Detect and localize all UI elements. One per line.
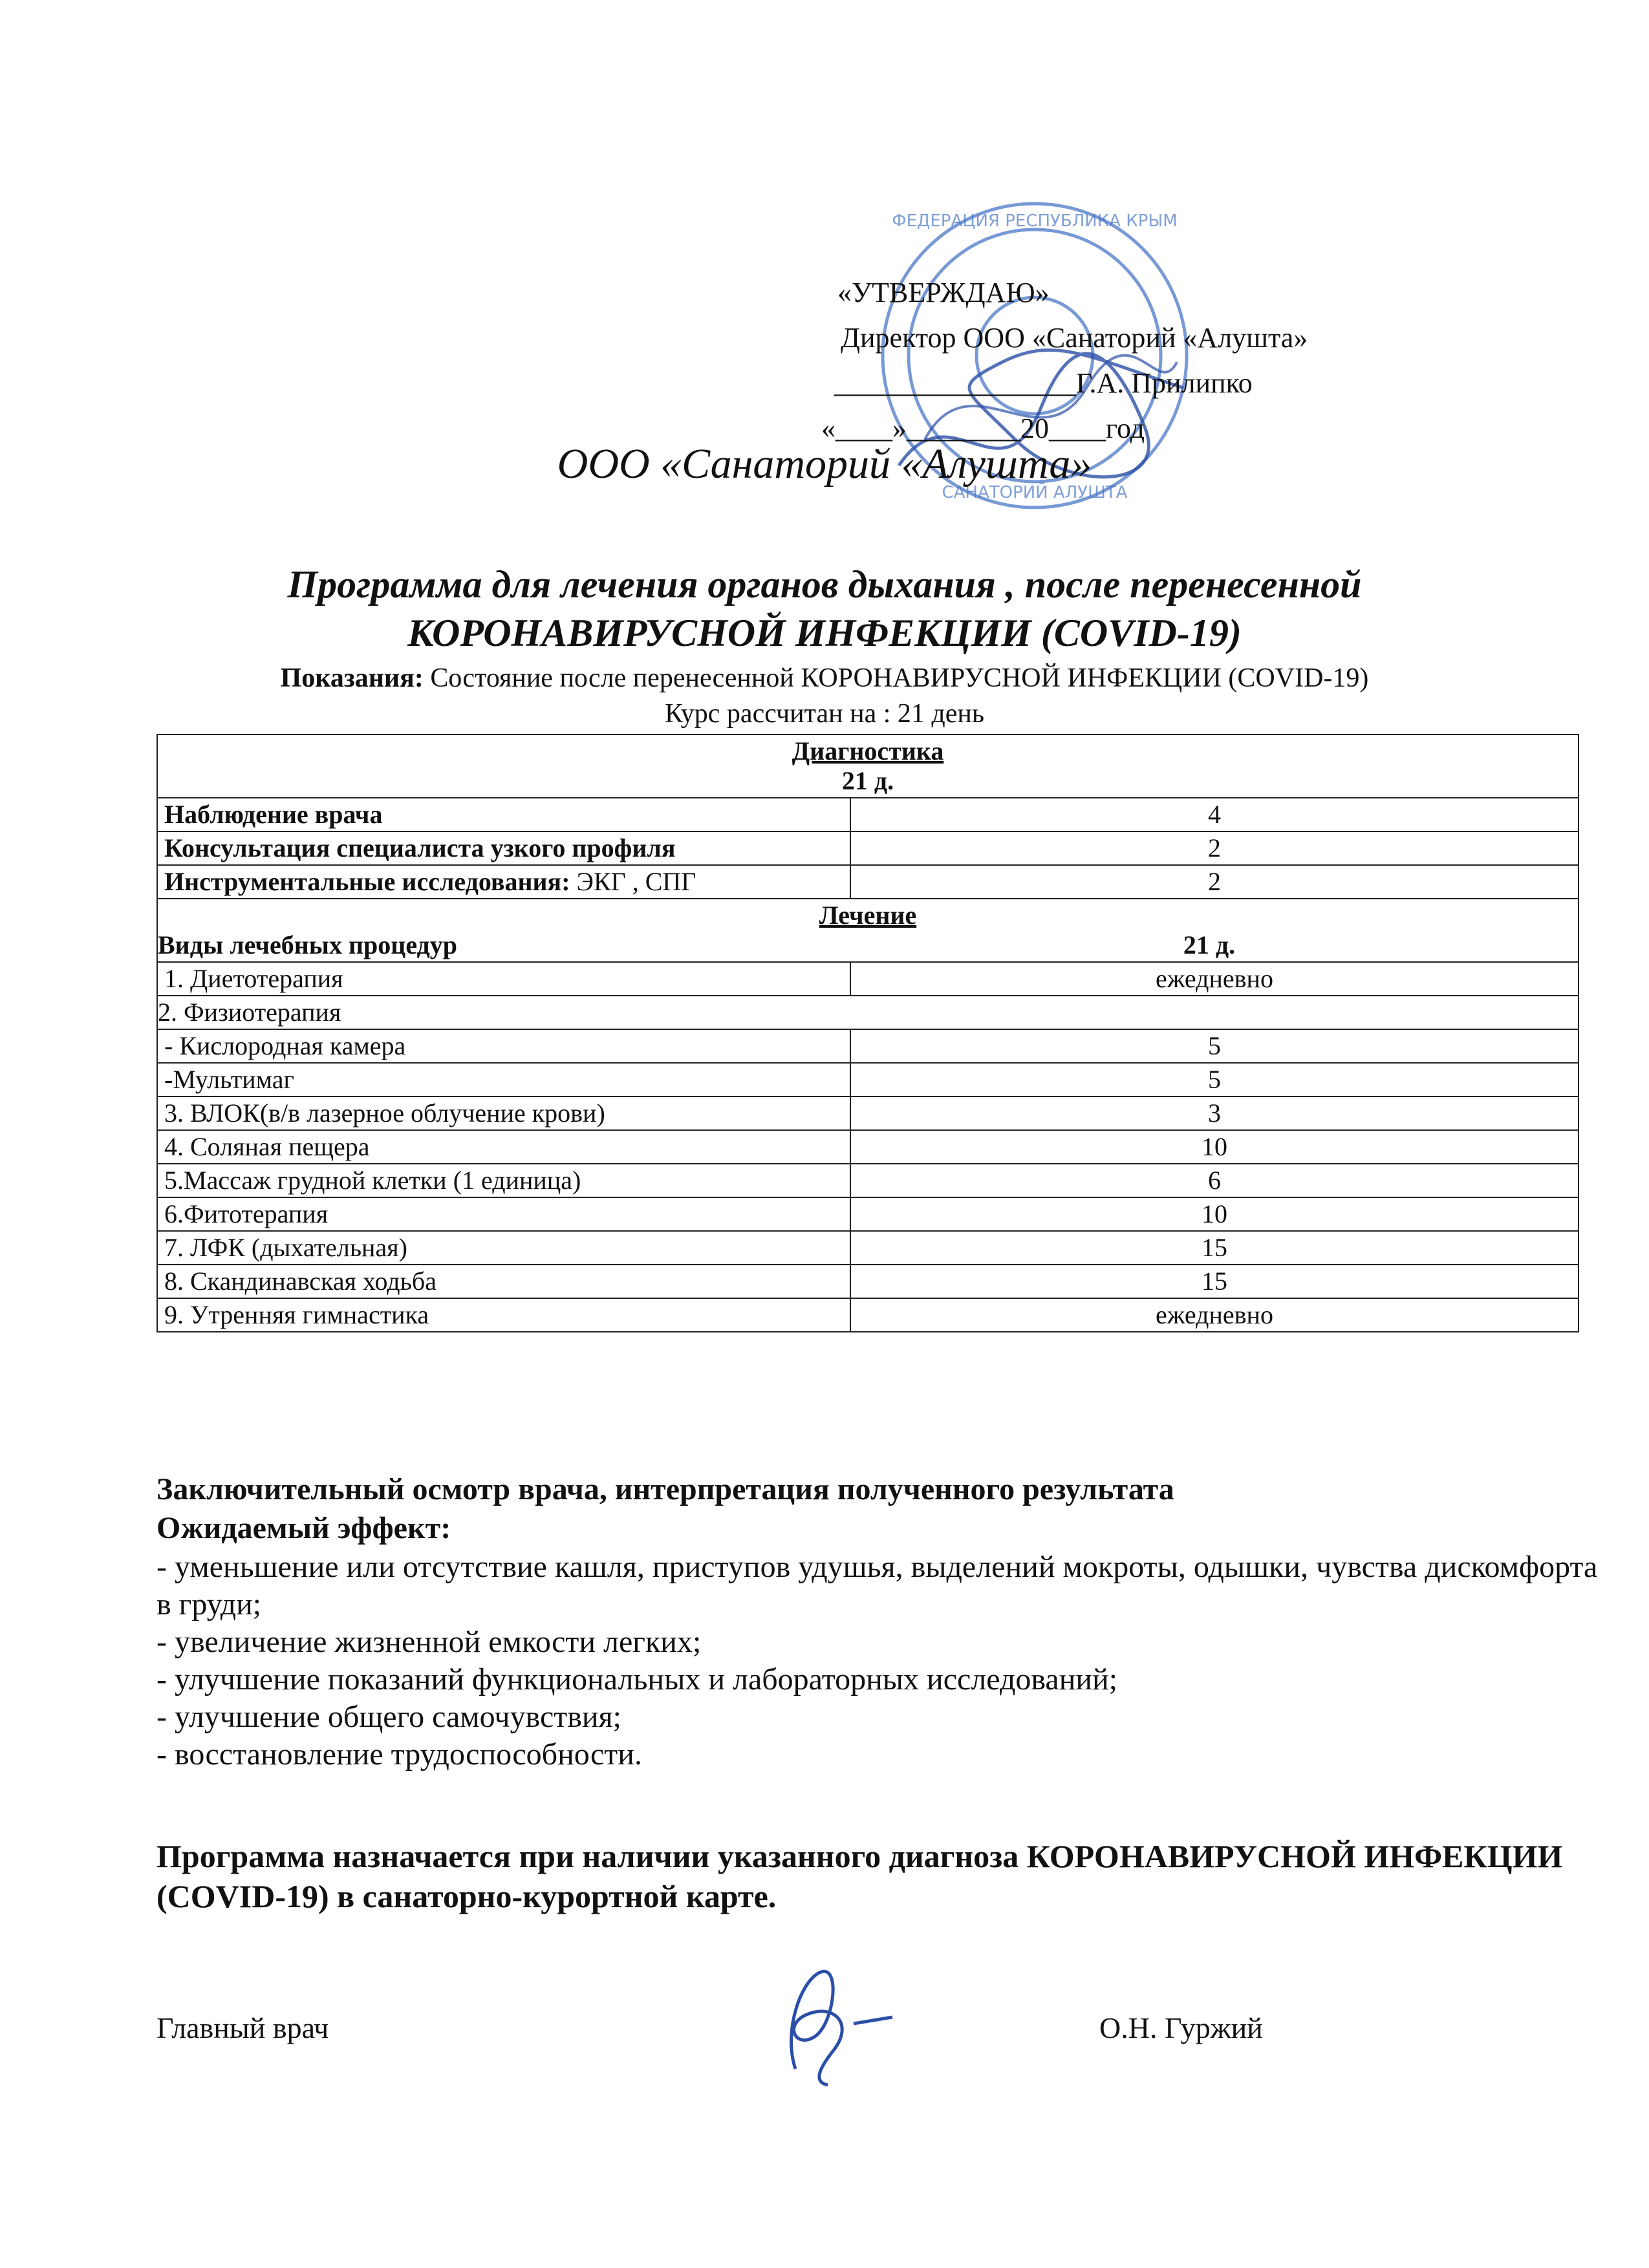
- treatment-name: 1. Диетотерапия: [157, 962, 850, 996]
- approval-signature-line: _________________Г.А. Прилипко: [834, 367, 1253, 399]
- treatment-value: 15: [850, 1231, 1579, 1265]
- diag-name: [157, 865, 850, 899]
- table-row: [157, 798, 1579, 831]
- list-item: - улучшение общего самочувствия;: [156, 1700, 621, 1734]
- diag-name: Наблюдение врача: [157, 798, 850, 831]
- table-row: [157, 1063, 1579, 1097]
- table-row: [157, 831, 1579, 865]
- program-table: [156, 734, 1579, 1332]
- table-row: [157, 1298, 1579, 1332]
- treatment-name: - Кислородная камера: [157, 1029, 850, 1063]
- program-title-line2: КОРОНАВИРУСНОЙ ИНФЕКЦИИ (COVID-19): [407, 612, 1242, 654]
- table-row: [157, 1231, 1579, 1265]
- treatment-name: 4. Соляная пещера: [157, 1130, 850, 1164]
- treatment-name: 5.Массаж грудной клетки (1 единица): [157, 1164, 850, 1197]
- treatment-header-row: [157, 899, 1579, 962]
- treatment-value: 10: [850, 1197, 1579, 1231]
- indications-text: Состояние после перенесенной КОРОНАВИРУСНОЙ ИНФЕКЦИИ (COVID-19): [423, 663, 1369, 693]
- expected-effect-list: [156, 1548, 1605, 1773]
- treatment-name: 6.Фитотерапия: [157, 1197, 850, 1231]
- svg-text:ФЕДЕРАЦИЯ РЕСПУБЛИКА КРЫМ: ФЕДЕРАЦИЯ РЕСПУБЛИКА КРЫМ: [892, 211, 1178, 231]
- diag-value: 2: [850, 865, 1579, 899]
- diagnostics-duration: 21 д.: [841, 766, 894, 795]
- treatment-name: -Мультимаг: [157, 1063, 850, 1097]
- table-row: [157, 1197, 1579, 1231]
- expected-effect-title: Ожидаемый эффект:: [156, 1511, 451, 1545]
- treatment-header: Лечение: [819, 901, 917, 930]
- treatment-value: 5: [850, 1029, 1579, 1063]
- list-item: - уменьшение или отсутствие кашля, приступов удушья, выделений мокроты, одышки, чувства дискомфорта в груди;: [156, 1550, 1598, 1621]
- list-item: - улучшение показаний функциональных и лабораторных исследований;: [156, 1662, 1118, 1696]
- treatment-value: 3: [850, 1097, 1579, 1130]
- final-exam: Заключительный осмотр врача, интерпретация полученного результата: [156, 1472, 1174, 1506]
- table-row: [157, 1164, 1579, 1197]
- indications: [0, 663, 1649, 694]
- signature-name: О.Н. Гуржий: [1099, 2011, 1263, 2044]
- diag-name-rest: ЭКГ , СПГ: [570, 867, 696, 896]
- approval-heading: «УТВЕРЖДАЮ»: [837, 277, 1050, 308]
- table-row: [157, 1265, 1579, 1298]
- table-row: [157, 1097, 1579, 1130]
- table-row: [157, 962, 1579, 996]
- treatment-name: 8. Скандинавская ходьба: [157, 1265, 850, 1298]
- org-name: ООО «Санаторий «Алушта»: [557, 440, 1092, 487]
- course-duration: Курс рассчитан на : 21 день: [664, 699, 985, 729]
- program-title-line1: Программа для лечения органов дыхания , после перенесенной: [287, 563, 1362, 606]
- list-item: - восстановление трудоспособности.: [156, 1737, 642, 1771]
- approval-date-line: «____»________20____год: [821, 412, 1145, 444]
- treatment-value: 15: [850, 1265, 1579, 1298]
- treatment-name: 3. ВЛОК(в/в лазерное облучение крови): [157, 1097, 850, 1130]
- table-row: [157, 1029, 1579, 1063]
- diag-value: 2: [850, 831, 1579, 865]
- treatment-value: 5: [850, 1063, 1579, 1097]
- diag-name: Консультация специалиста узкого профиля: [157, 831, 850, 865]
- treatment-rows: [157, 962, 1579, 1332]
- table-row: [157, 1130, 1579, 1164]
- diag-name-bold: Инструментальные исследования:: [164, 867, 570, 896]
- program-note: Программа назначается при наличии указанного диагноза КОРОНАВИРУСНОЙ ИНФЕКЦИИ (COVID-19) в санаторно-курортной карте.: [156, 1838, 1563, 1914]
- treatment-value: ежедневно: [850, 962, 1579, 996]
- indications-label: Показания:: [280, 663, 424, 693]
- doctor-signature: [757, 1952, 925, 2095]
- list-item: - увеличение жизненной емкости легких;: [156, 1625, 702, 1659]
- treatment-column-label: Виды лечебных процедур: [158, 930, 458, 959]
- treatment-duration: 21 д.: [1183, 930, 1236, 959]
- treatment-name: 9. Утренняя гимнастика: [157, 1298, 850, 1332]
- treatment-value: 6: [850, 1164, 1579, 1197]
- diagnostics-header: Диагностика: [792, 736, 944, 765]
- svg-text:САНАТОРИЙ АЛУШТА: САНАТОРИЙ АЛУШТА: [942, 483, 1128, 502]
- diagnostics-header-row: [157, 734, 1579, 798]
- treatment-value: ежедневно: [850, 1298, 1579, 1332]
- signature-position: Главный врач: [156, 2011, 329, 2044]
- table-row: [157, 865, 1579, 899]
- treatment-name: 7. ЛФК (дыхательная): [157, 1231, 850, 1265]
- treatment-value: 10: [850, 1130, 1579, 1164]
- diag-value: 4: [850, 798, 1579, 831]
- table-row: [157, 996, 1579, 1029]
- approval-director: Директор ООО «Санаторий «Алушта»: [841, 322, 1308, 354]
- treatment-name: 2. Физиотерапия: [157, 996, 1579, 1029]
